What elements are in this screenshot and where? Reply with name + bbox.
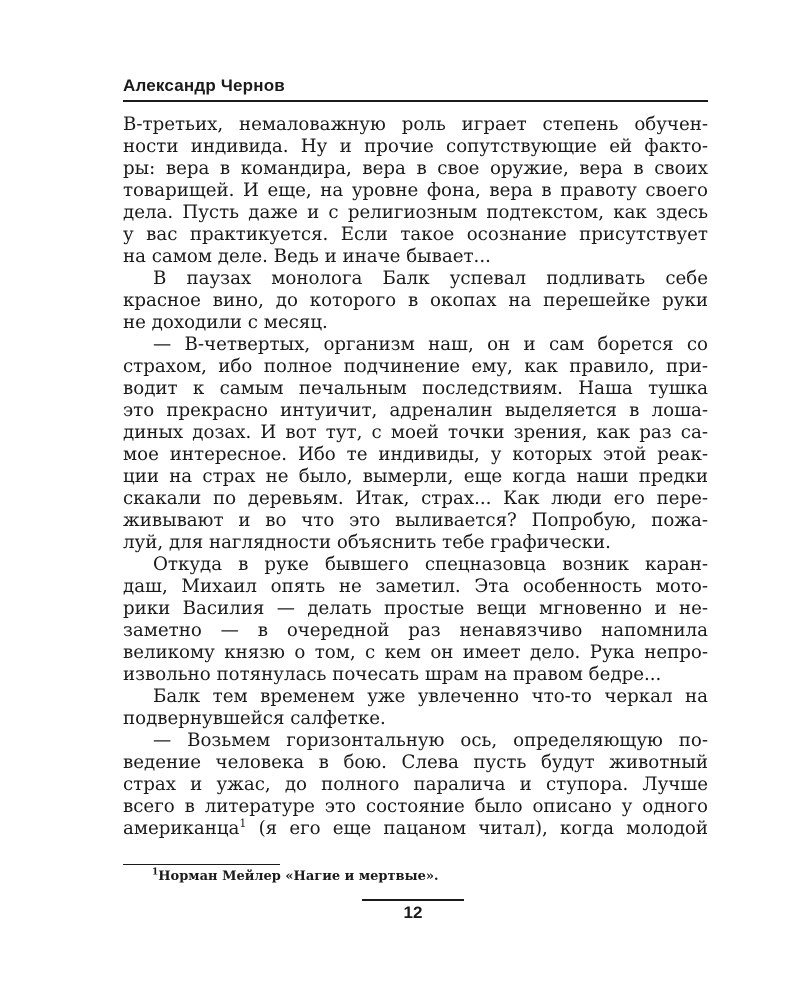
text-line: великому князю о том, с кем он имеет дело. Рука непро-: [123, 642, 708, 663]
text-fragment: американца: [123, 818, 240, 839]
running-head-author: Александр Чернов: [123, 76, 285, 95]
text-line: даш, Михаил опять не заметил. Эта особенность мото-: [123, 576, 708, 597]
header-rule: [123, 100, 708, 102]
text-line: извольно потянулась почесать шрам на правом бедре...: [123, 664, 662, 685]
text-line: страхом, ибо полное подчинение ему, как правило, при-: [123, 356, 708, 377]
text-fragment: (я его еще пацаном читал), когда молодой: [246, 818, 708, 839]
text-line: диных дозах. И вот тут, с моей точки зрения, как раз са-: [123, 422, 708, 443]
body-text: [123, 114, 708, 840]
text-line: В паузах монолога Балк успевал подливать себе: [153, 268, 708, 289]
text-line: товарищей. И еще, на уровне фона, вера в правоту своего: [123, 180, 708, 201]
text-line: ции на страх не было, вымерли, еще когда наши предки: [123, 466, 708, 487]
text-line: подвернувшейся салфетке.: [123, 708, 386, 729]
text-line: у вас практикуется. Если такое осознание присутствует: [123, 224, 708, 245]
footnote-rule: [123, 864, 280, 865]
text-line: всего в литературе это состояние было описано у одного: [123, 796, 708, 817]
text-line: Откуда в руке бывшего спецназовца возник каран-: [153, 554, 708, 575]
page-number-rule: [362, 899, 464, 901]
text-line: — Возьмем горизонтальную ось, определяющую по-: [153, 730, 708, 751]
footnote-reference: 1: [239, 818, 247, 830]
text-line: рики Василия — делать простые вещи мгновенно и не-: [123, 598, 708, 619]
text-line: Балк тем временем уже увлеченно что-то черкал на: [153, 686, 708, 707]
text-line: на самом деле. Ведь и иначе бывает...: [123, 246, 491, 267]
text-line: [123, 818, 708, 840]
footnote-text: Норман Мейлер «Нагие и мертвые».: [158, 869, 439, 884]
text-line: ры: вера в командира, вера в свое оружие, вера в своих: [123, 158, 708, 179]
text-line: красное вино, до которого в окопах на перешейке руки: [123, 290, 708, 311]
text-line: ведение человека в бою. Слева пусть будут животный: [123, 752, 708, 773]
text-line: мое интересное. Ибо те индивиды, у которых этой реак-: [123, 444, 708, 465]
text-line: скакали по деревьям. Итак, страх... Как люди его пере-: [123, 488, 708, 509]
text-line: страх и ужас, до полного паралича и ступора. Лучше: [123, 774, 708, 795]
text-line: луй, для наглядности объяснить тебе графически.: [123, 532, 611, 553]
text-line: водит к самым печальным последствиям. Наша тушка: [123, 378, 708, 399]
text-line: не доходили с месяц.: [123, 312, 328, 333]
footnote: [152, 869, 439, 884]
text-line: В-третьих, немаловажную роль играет степень обучен-: [123, 114, 708, 135]
text-line: ности индивида. Ну и прочие сопутствующие ей факто-: [123, 136, 708, 157]
text-line: — В-четвертых, организм наш, он и сам борется со: [153, 334, 708, 355]
text-line: заметно — в очередной раз ненавязчиво напомнила: [123, 620, 708, 641]
text-line: живывают и во что это выливается? Попробую, пожа-: [123, 510, 708, 531]
text-line: это прекрасно интуичит, адреналин выделяется в лошa-: [123, 400, 708, 421]
page-number: 12: [403, 903, 423, 922]
footnote-marker: 1: [152, 867, 159, 878]
text-line: дела. Пусть даже и с религиозным подтекстом, как здесь: [123, 202, 708, 223]
